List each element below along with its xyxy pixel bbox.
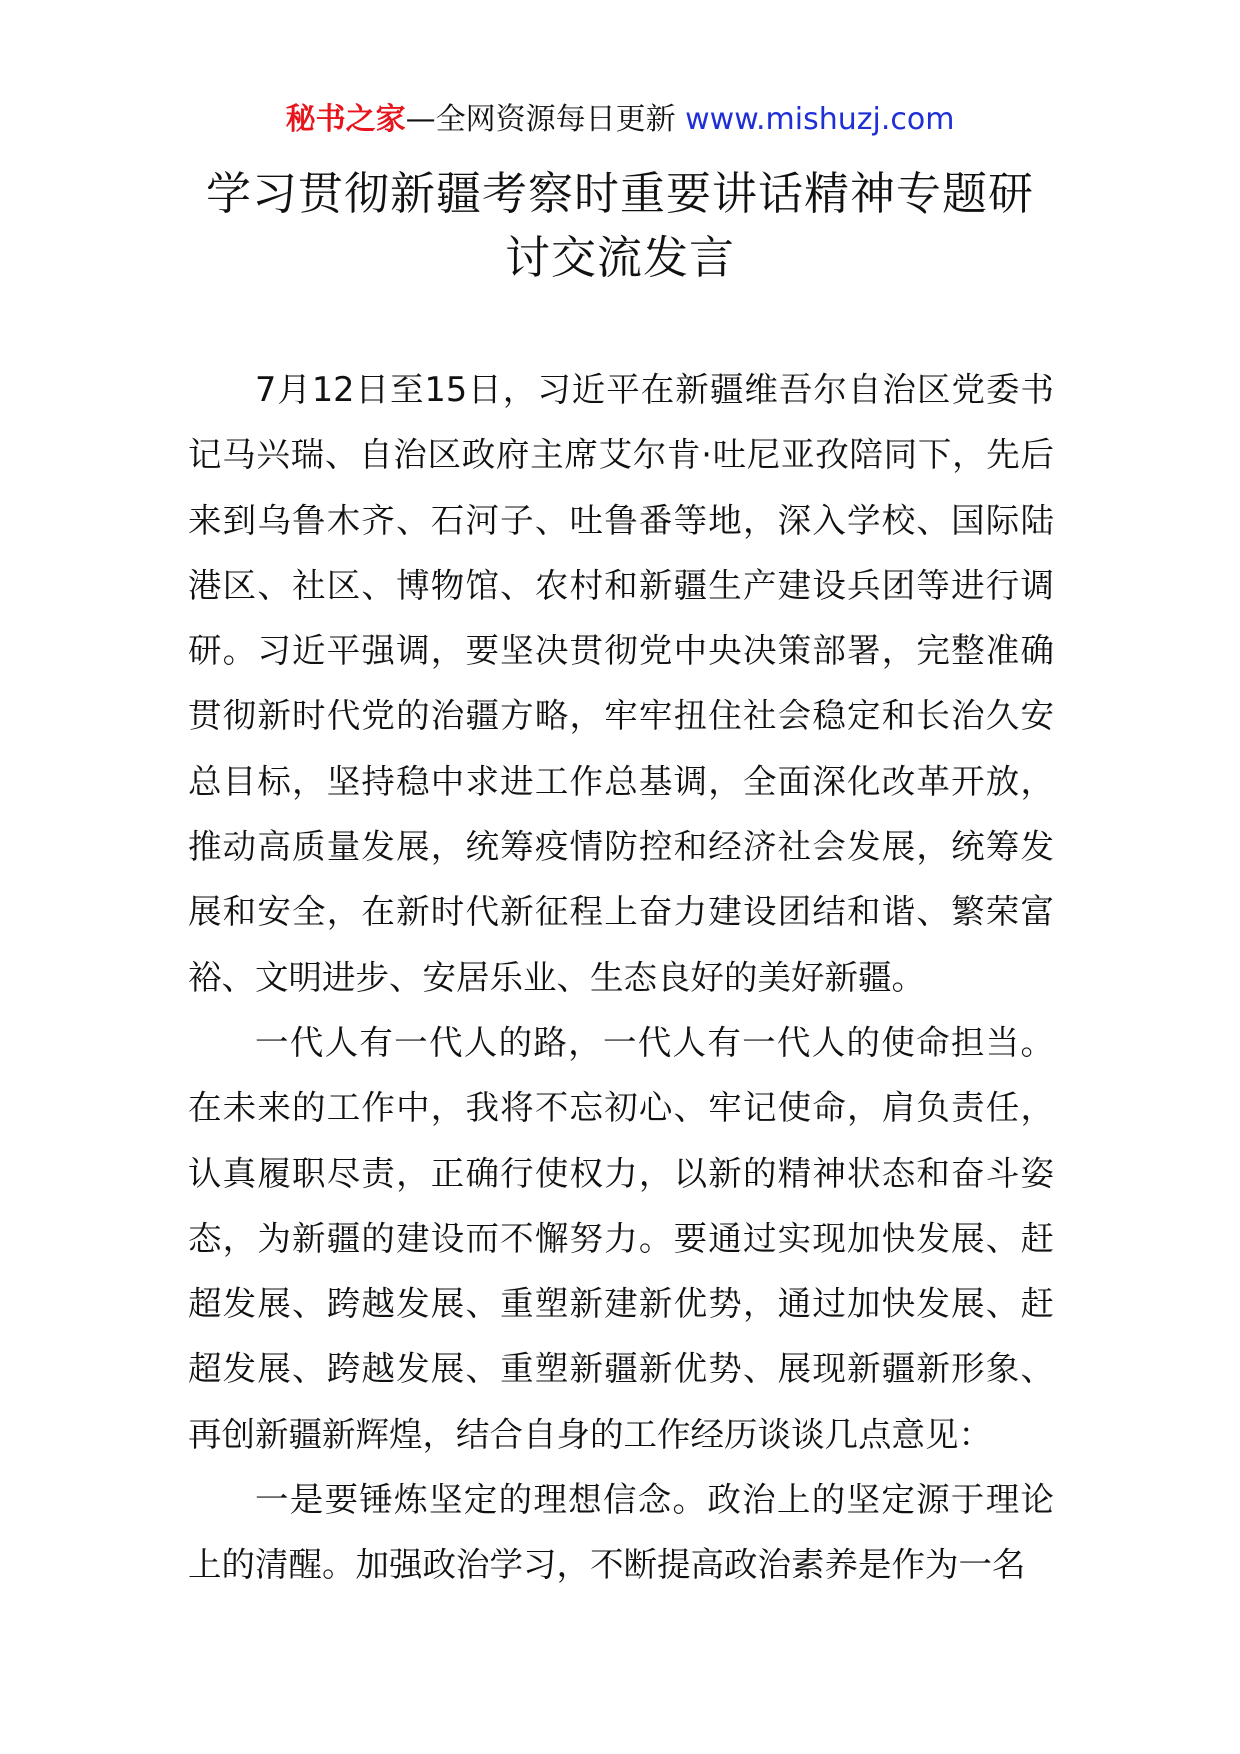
site-url-link[interactable]: www.mishuzj.com bbox=[685, 102, 955, 137]
brand-name: 秘书之家 bbox=[285, 102, 406, 137]
paragraph: 一是要锤炼坚定的理想信念。政治上的坚定源于理论上的清醒。加强政治学习，不断提高政治素养是作为一名 bbox=[188, 1480, 1054, 1585]
document-body bbox=[188, 357, 1054, 1598]
site-header bbox=[0, 100, 1240, 140]
header-tagline: —全网资源每日更新 bbox=[405, 102, 686, 137]
paragraph: 一代人有一代人的路，一代人有一代人的使命担当。在未来的工作中，我将不忘初心、牢记使命，肩负责任，认真履职尽责，正确行使权力，以新的精神状态和奋斗姿态，为新疆的建设而不懈努力。要通过实现加快发展、赶超发展、跨越发展、重塑新建新优势，通过加快发展、赶超发展、跨越发展、重塑新疆新优势、展现新疆新形象、再创新疆新辉煌，结合自身的工作经历谈谈几点意见： bbox=[188, 1022, 1054, 1454]
paragraph: 7月12日至15日，习近平在新疆维吾尔自治区党委书记马兴瑞、自治区政府主席艾尔肯·吐尼亚孜陪同下，先后来到乌鲁木齐、石河子、吐鲁番等地，深入学校、国际陆港区、社区、博物馆、农村和新疆生产建设兵团等进行调研。习近平强调，要坚决贯彻党中央决策部署，完整准确贯彻新时代党的治疆方略，牢牢扭住社会稳定和长治久安总目标，坚持稳中求进工作总基调，全面深化改革开放，推动高质量发展，统筹疫情防控和经济社会发展，统筹发展和安全，在新时代新征程上奋力建设团结和谐、繁荣富裕、文明进步、安居乐业、生态良好的美好新疆。 bbox=[188, 370, 1054, 997]
document-title: 学习贯彻新疆考察时重要讲话精神专题研讨交流发言 bbox=[205, 167, 1034, 284]
